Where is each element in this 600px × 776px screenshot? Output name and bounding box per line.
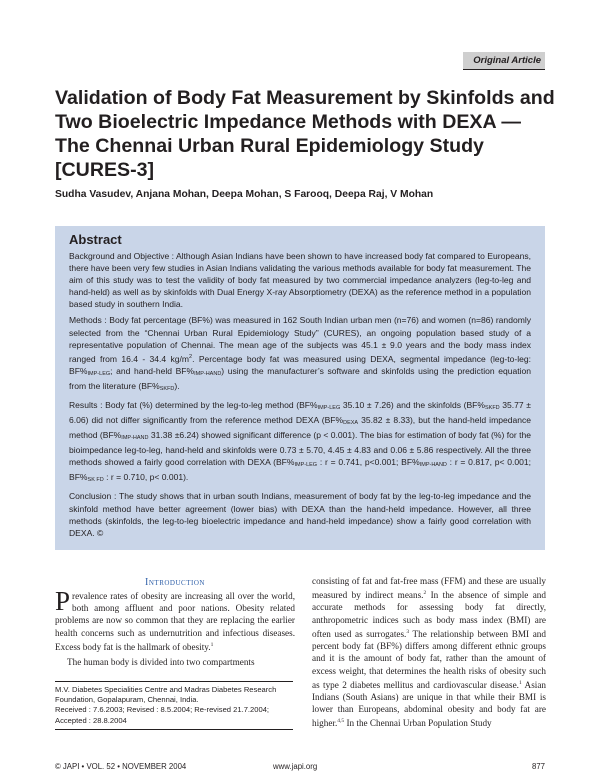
intro-paragraph-2: The human body is divided into two compartments <box>67 657 255 668</box>
abstract-background: Background and Objective : Although Asian Indians have been shown to have increased body fat compared to Europeans, there have been very few studies in Asian Indians validating the various methods available for body fat measurement. The aim of this study was to test the validity of body fat measured by two commercial impedance analyzers (leg-to-leg and hand-held) as well as by skinfolds with Dual Energy X-ray Absorptiometry (DEXA) as the reference method in a population based study in southern India. <box>69 251 531 310</box>
drop-cap: P <box>55 586 71 616</box>
article-type-tag: Original Article <box>463 52 545 69</box>
right-paragraph: consisting of fat and fat-free mass (FFM) and these are usually measured by indirect means.$^2$ In the absence of simple and accurate methods for assessing body fat directly, anthropometric indices such as body mass index (BMI) are often used as surrogates.$^3$ The relationship between BMI and percent body fat (BF%) differs among different ethnic groups and it is the amount of body fat, rather than the amount of excess weight, that determines the health risks of obesity such as type 2 diabetes mellitus and cardiovascular disease.$^1$ Asian Indians (South Asians) are unique in that while their BMI is lower than Europeans, abdominal obesity and body fat are higher.$^{4,5}$ In the Chennai Urban Population Study <box>312 576 546 729</box>
abstract-box <box>55 226 545 550</box>
affiliation-box <box>55 681 293 730</box>
received-dates: Received : 7.6.2003; Revised : 8.5.2004; Re-revised 21.7.2004; Accepted : 28.8.2004 <box>55 705 270 725</box>
page-number: 877 <box>531 762 545 771</box>
paper-title: Validation of Body Fat Measurement by Skinfolds and Two Bioelectric Impedance Methods with DEXA — The Chennai Urban Rural Epidemiology Study [CURES-3] <box>55 87 555 181</box>
affiliation-text: M.V. Diabetes Specialities Centre and Madras Diabetes Research Foundation, Gopalapuram, Chennai, India. <box>55 685 277 705</box>
right-column <box>312 575 546 730</box>
abstract-heading: Abstract <box>69 232 122 247</box>
abstract-methods: Methods : Body fat percentage (BF%) was measured in 162 South Indian urban men (n=76) and women (n=86) randomly selected from the “Chennai Urban Rural Epidemiology Study” (CURES), an ongoing population based study of a representative population of Chennai. The mean age of the subjects was 45.1 ± 9.0 years and the body mass index ranged from 16.4 - 34.4 $kg/m^2$. Percentage body fat was measured using DEXA, segmental impedance (leg-to-leg: $BF\%_{IMP-LEG}$; and hand-held $BF\%_{IMP-HAND}$) using the manufacturer’s software and skinfolds using the prediction equation from the literature $(BF\%_{SKFD})$. <box>69 315 532 392</box>
tag-underline <box>463 69 545 70</box>
page-footer <box>55 762 545 774</box>
left-column <box>55 586 295 668</box>
journal-volume: © JAPI • VOL. 52 • NOVEMBER 2004 <box>55 762 187 771</box>
journal-url: www.japi.org <box>273 762 318 771</box>
introduction-heading: Introduction <box>145 577 205 588</box>
abstract-conclusion: Conclusion : The study shows that in urban south Indians, measurement of body fat by the leg-to-leg impedance and the skinfold method have better agreement (lower bias) with DEXA than the hand-held impedance. However, all three methods (skinfolds, the leg-to-leg bioelectric impedance and hand-held impedance) show a fairly good correlation with DEXA. © <box>69 491 531 538</box>
abstract-results: Results : Body fat (%) determined by the leg-to-leg method ($BF\%_{IMP-LEG}$ 35.10 ± 7.26) and the skinfolds ($BF\%_{SKFD}$ 35.77 ± 6.06) did not differ significantly from the reference method DEXA ($BF\%_{DEXA}$ 35.82 ± 8.33), but the hand-held impedance method ($BF\%_{IMP-HAND}$ 31.38 ±6.24) showed significant difference (p < 0.001). The bias for estimation of body fat (%) for the bioimpedance leg-to-leg, hand-held and skinfolds were 0.73 ± 5.70, 4.45 ± 4.83 and 0.06 ± 5.86 respectively. All the three methods showed a fairly good correlation with DEXA ($BF\%_{IMP-LEG}$ : r = 0.741, p<0.001; $BF\%_{IMP-HAND}$ : r = 0.817, p< 0.001; $BF\%_{SK FD}$ : r = 0.710, p< 0.001). <box>69 399 532 484</box>
intro-paragraph-1: Prevalence rates of obesity are increasing all over the world, both among affluent and poor nations. Obesity related problems are now so common that they are replacing the earlier health concerns such as undernutrition and infectious diseases. Excess body fat is the hallmark of obesity.$^1$ <box>55 586 295 652</box>
author-list: Sudha Vasudev, Anjana Mohan, Deepa Mohan, S Farooq, Deepa Raj, V Mohan <box>55 189 434 200</box>
